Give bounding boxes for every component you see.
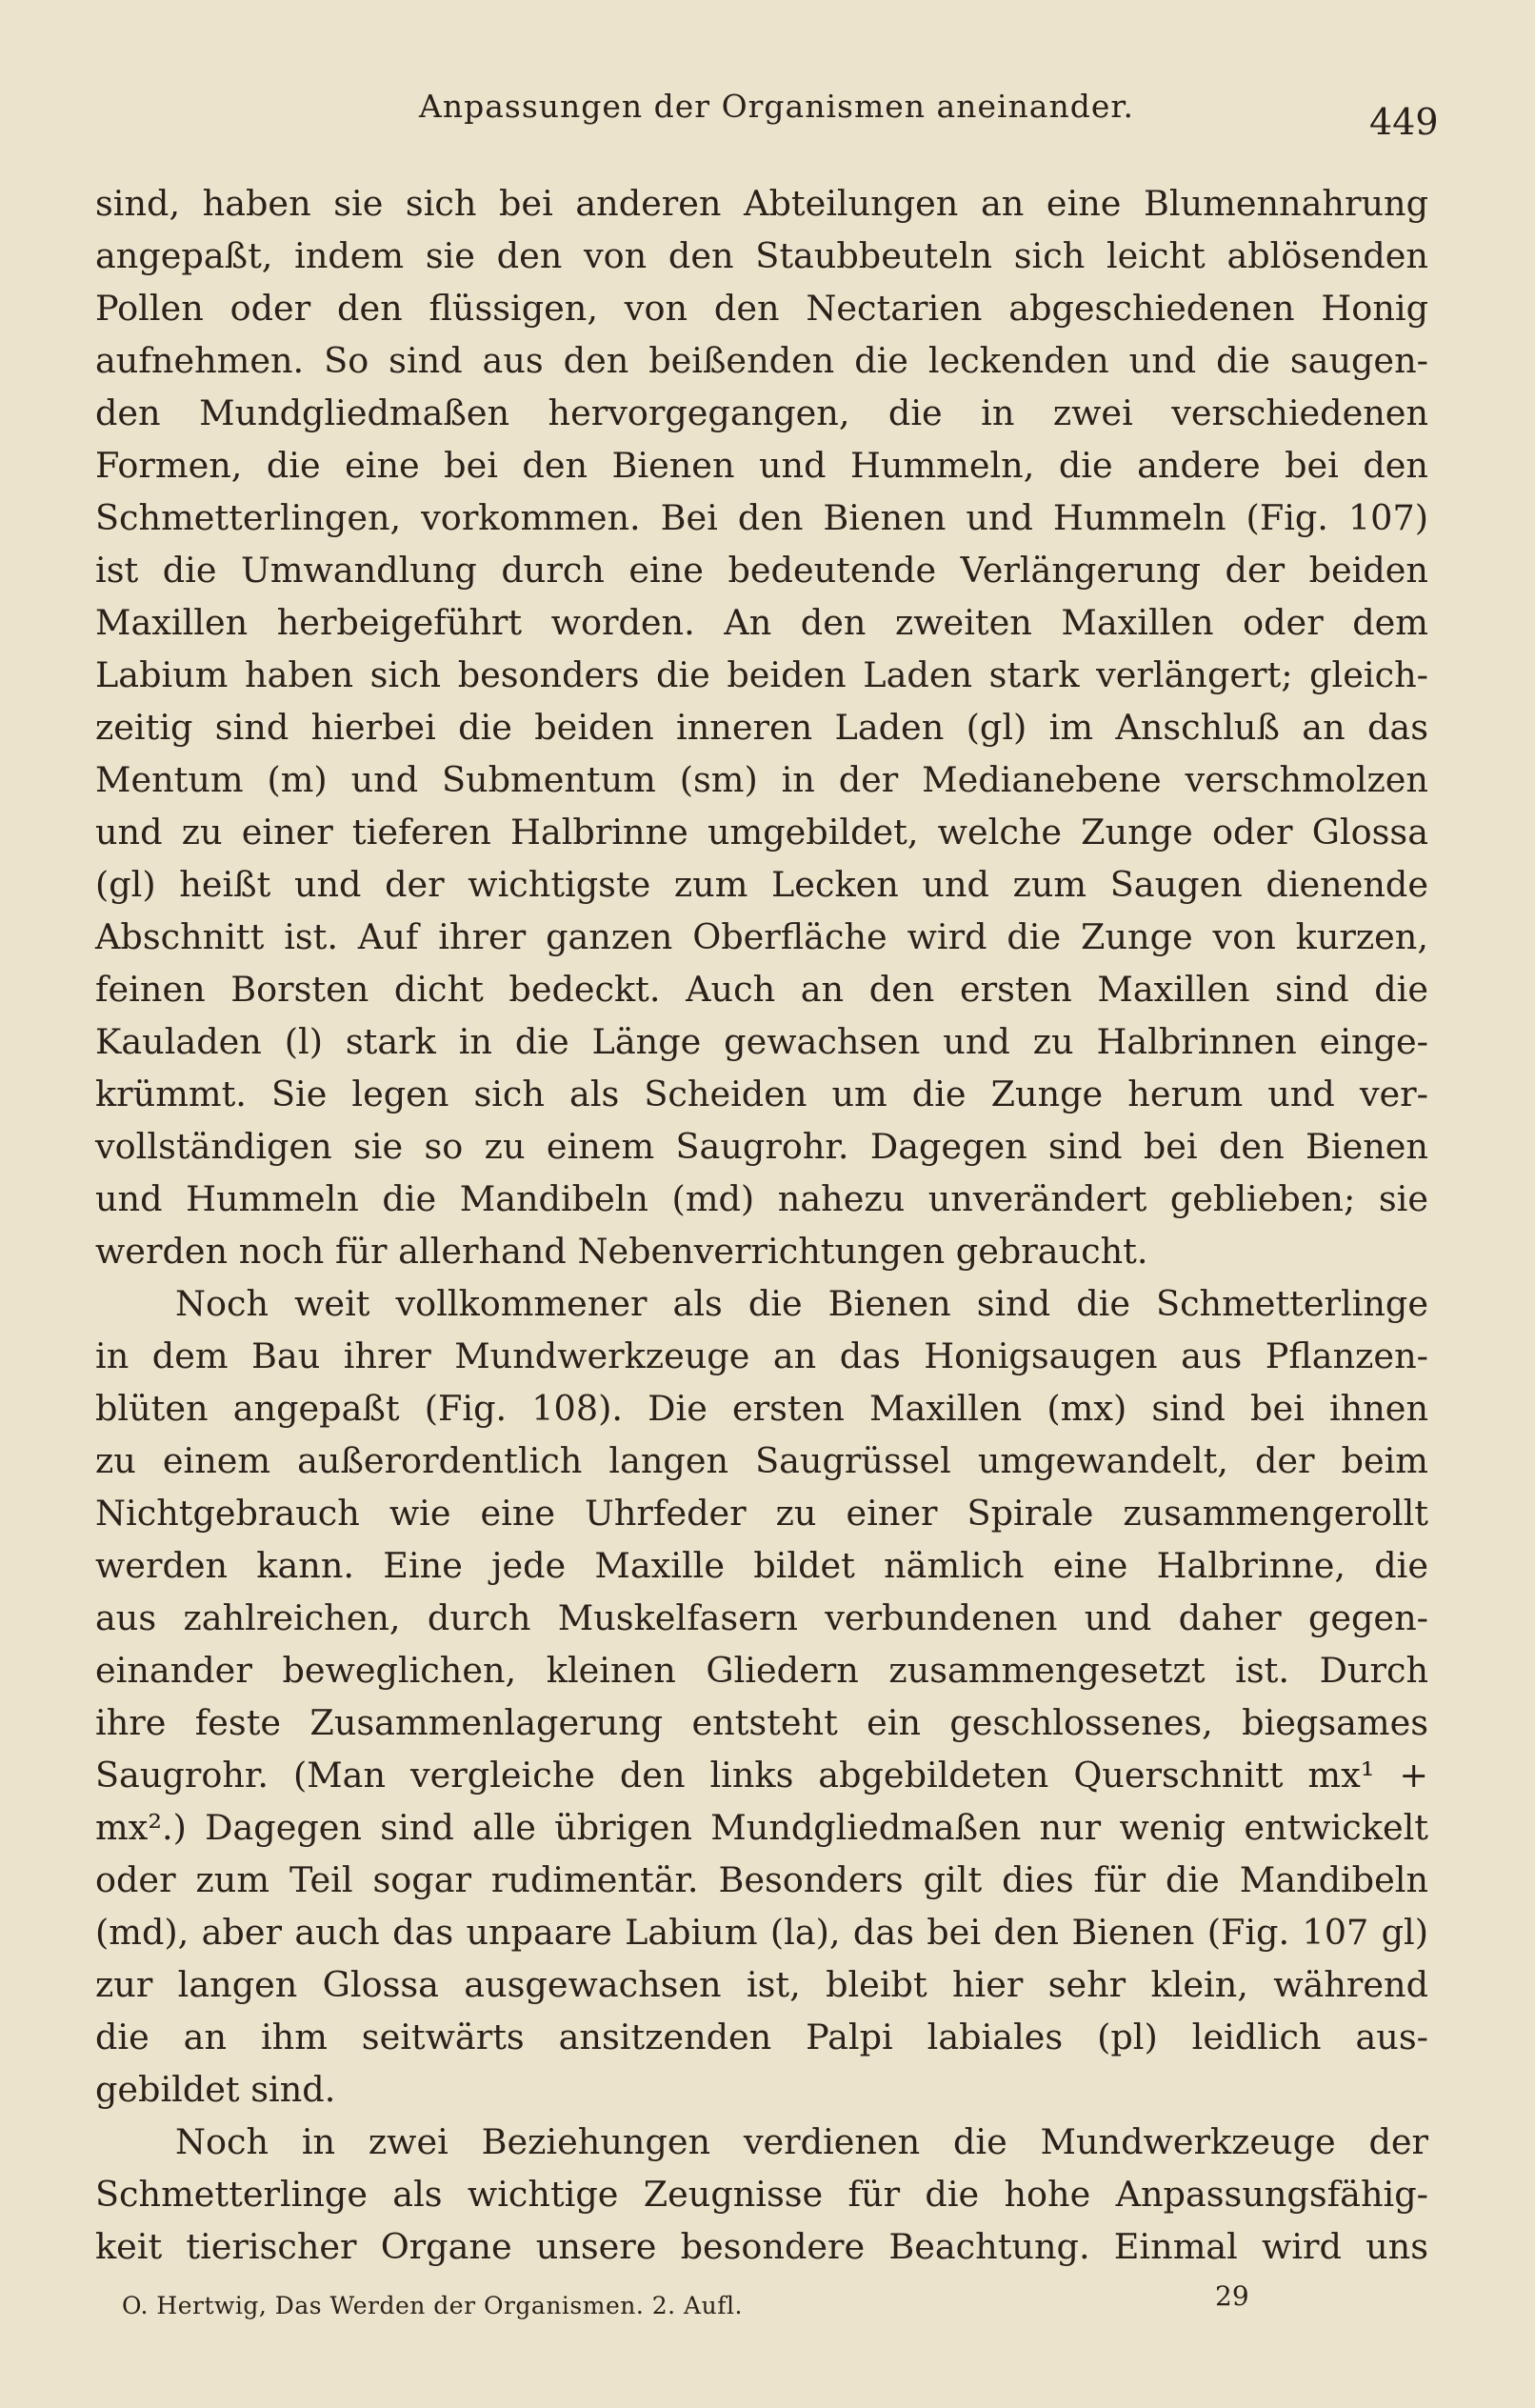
text-line: aufnehmen. So sind aus den beißenden die leckenden und die saugen-: [95, 340, 1428, 381]
text-line: zur langen Glossa ausgewachsen ist, bleibt hier sehr klein, während: [95, 1964, 1428, 2005]
text-line: blüten angepaßt (Fig. 108). Die ersten Maxillen (mx) sind bei ihnen: [95, 1388, 1428, 1429]
text-line: Kauladen (l) stark in die Länge gewachsen und zu Halbrinnen einge-: [95, 1021, 1428, 1062]
text-line: Labium haben sich besonders die beiden Laden stark verlängert; gleich-: [95, 654, 1428, 695]
text-line: Noch weit vollkommener als die Bienen sind die Schmetterlinge: [175, 1283, 1428, 1324]
text-line: gebildet sind.: [95, 2069, 336, 2110]
page-number: 449: [1369, 101, 1439, 143]
running-title: Anpassungen der Organismen aneinander.: [419, 88, 1134, 125]
text-line: oder zum Teil sogar rudimentär. Besonders gilt dies für die Mandibeln: [95, 1859, 1428, 1900]
page-header: [95, 82, 1439, 143]
text-line: einander beweglichen, kleinen Gliedern zusammengesetzt ist. Durch: [95, 1650, 1428, 1691]
text-line: (gl) heißt und der wichtigste zum Lecken und zum Saugen dienende: [95, 864, 1428, 905]
text-line: vollständigen sie so zu einem Saugrohr. Dagegen sind bei den Bienen: [95, 1126, 1428, 1167]
text-line: ist die Umwandlung durch eine bedeutende Verlängerung der beiden: [95, 550, 1428, 591]
text-line: die an ihm seitwärts ansitzenden Palpi labiales (pl) leidlich aus-: [95, 2017, 1428, 2057]
text-line: krümmt. Sie legen sich als Scheiden um die Zunge herum und ver-: [95, 1074, 1428, 1114]
text-line: Mentum (m) und Submentum (sm) in der Medianebene verschmolzen: [95, 759, 1428, 800]
text-line: sind, haben sie sich bei anderen Abteilungen an eine Blumennahrung: [95, 183, 1428, 224]
text-line: Schmetterlinge als wichtige Zeugnisse für die hohe Anpassungsfähig-: [95, 2174, 1428, 2215]
text-line: feinen Borsten dicht bedeckt. Auch an den ersten Maxillen sind die: [95, 969, 1428, 1010]
text-line: in dem Bau ihrer Mundwerkzeuge an das Honigsaugen aus Pflanzen-: [95, 1335, 1428, 1376]
page-footer: [95, 2280, 1428, 2338]
text-line: werden kann. Eine jede Maxille bildet nämlich eine Halbrinne, die: [95, 1545, 1428, 1586]
text-line: Noch in zwei Beziehungen verdienen die Mundwerkzeuge der: [175, 2121, 1428, 2162]
text-line: und zu einer tieferen Halbrinne umgebildet, welche Zunge oder Glossa: [95, 812, 1428, 853]
text-line: mx².) Dagegen sind alle übrigen Mundgliedmaßen nur wenig entwickelt: [95, 1807, 1428, 1848]
signature-mark: 29: [1215, 2280, 1249, 2312]
text-line: Abschnitt ist. Auf ihrer ganzen Oberfläche wird die Zunge von kurzen,: [95, 916, 1428, 957]
text-line: keit tierischer Organe unsere besondere Beachtung. Einmal wird uns: [95, 2226, 1428, 2267]
body-text: [95, 177, 1428, 2273]
text-line: (md), aber auch das unpaare Labium (la), das bei den Bienen (Fig. 107 gl): [95, 1912, 1428, 1953]
text-line: Pollen oder den flüssigen, von den Nectarien abgeschiedenen Honig: [95, 288, 1428, 329]
text-line: aus zahlreichen, durch Muskelfasern verbundenen und daher gegen-: [95, 1597, 1428, 1638]
text-line: Nichtgebrauch wie eine Uhrfeder zu einer Spirale zusammengerollt: [95, 1493, 1428, 1534]
text-line: Schmetterlingen, vorkommen. Bei den Bienen und Hummeln (Fig. 107): [95, 497, 1428, 538]
text-line: Saugrohr. (Man vergleiche den links abgebildeten Querschnitt mx¹ +: [95, 1755, 1428, 1796]
text-line: den Mundgliedmaßen hervorgegangen, die in zwei verschiedenen: [95, 392, 1428, 433]
text-line: Formen, die eine bei den Bienen und Hummeln, die andere bei den: [95, 445, 1428, 486]
text-line: zu einem außerordentlich langen Saugrüssel umgewandelt, der beim: [95, 1440, 1428, 1481]
text-line: ihre feste Zusammenlagerung entsteht ein geschlossenes, biegsames: [95, 1702, 1428, 1743]
text-line: zeitig sind hierbei die beiden inneren Laden (gl) im Anschluß an das: [95, 707, 1428, 748]
text-line: werden noch für allerhand Nebenverrichtungen gebraucht.: [95, 1231, 1148, 1272]
text-line: angepaßt, indem sie den von den Staubbeuteln sich leicht ablösenden: [95, 235, 1428, 276]
text-line: Maxillen herbeigeführt worden. An den zweiten Maxillen oder dem: [95, 602, 1428, 643]
footer-citation: O. Hertwig, Das Werden der Organismen. 2. Aufl.: [122, 2292, 743, 2319]
text-line: und Hummeln die Mandibeln (md) nahezu unverändert geblieben; sie: [95, 1178, 1428, 1219]
